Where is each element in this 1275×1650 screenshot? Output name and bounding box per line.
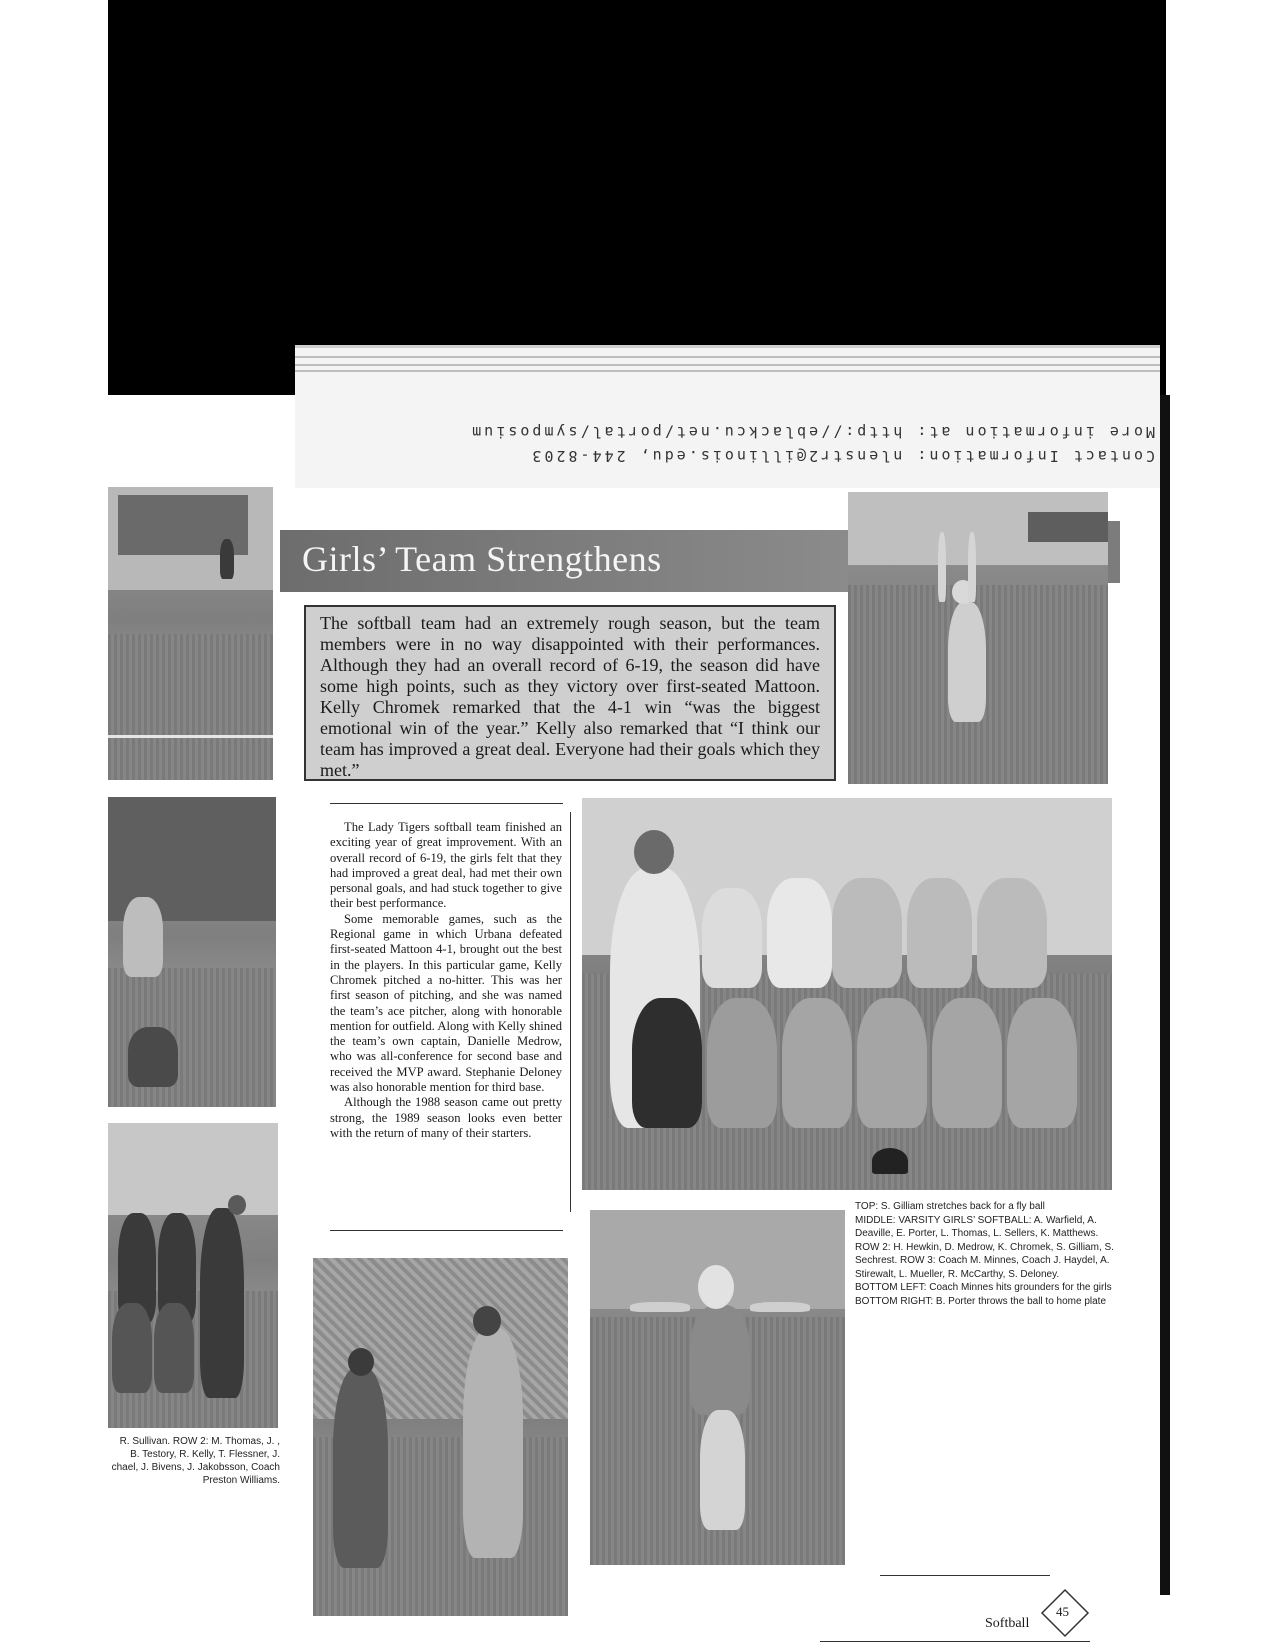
footer-section: Softball bbox=[985, 1616, 1030, 1631]
left-photo-boys-team bbox=[108, 1123, 278, 1428]
scan-background bbox=[108, 0, 1166, 395]
caption-top: TOP: S. Gilliam stretches back for a fly ball bbox=[855, 1201, 1045, 1212]
page-title-banner bbox=[280, 530, 850, 592]
scan-edge bbox=[1160, 395, 1170, 1595]
photo-captions bbox=[855, 1200, 1115, 1308]
contact-label bbox=[300, 420, 1155, 468]
article-body bbox=[330, 820, 562, 1141]
left-photo-field bbox=[108, 487, 273, 780]
footer-rule-top bbox=[880, 1575, 1050, 1576]
contact-info: Contact Information: nlenstr2@illinois.edu, 244-8203 bbox=[529, 447, 1155, 465]
caption-bottom-left: BOTTOM LEFT: Coach Minnes hits grounders for the girls bbox=[855, 1282, 1112, 1293]
footer-rule-bottom bbox=[820, 1641, 1090, 1642]
body-paragraph-3: Although the 1988 season came out pretty strong, the 1989 season looks even better with the return of many of their starters. bbox=[330, 1095, 562, 1140]
page-number: 45 bbox=[1056, 1604, 1069, 1619]
body-side-rule bbox=[570, 812, 571, 1212]
left-photo-runner bbox=[108, 797, 276, 1107]
body-bottom-rule bbox=[330, 1230, 563, 1231]
caption-middle: MIDDLE: VARSITY GIRLS’ SOFTBALL: A. Warfield, A. Deaville, E. Porter, L. Thomas, L. Sellers, K. Matthews. ROW 2: H. Hewkin, D. Medrow, K. Chromek, S. Gilliam, S. Sechrest. ROW 3: Coach M. Minnes, Coach J. Haydel, A. Stirewalt, L. Mueller, R. McCarthy, S. Deloney. bbox=[855, 1214, 1114, 1280]
left-photo-caption: R. Sullivan. ROW 2: M. Thomas, J. , B. Testory, R. Kelly, T. Flessner, J. chael, J. Bivens, J. Jakobsson, Coach Preston Williams. bbox=[111, 1436, 280, 1486]
photo-fly-ball bbox=[848, 492, 1108, 784]
photo-throw-home bbox=[590, 1210, 845, 1565]
caption-bottom-right: BOTTOM RIGHT: B. Porter throws the ball to home plate bbox=[855, 1295, 1107, 1307]
photo-coach-grounders bbox=[313, 1258, 568, 1616]
body-paragraph-2: Some memorable games, such as the Regional game in which Urbana defeated first-seated Mattoon 4-1, brought out the best in the players. In this particular game, Kelly Chromek pitched a no-hitter. This was her first season of pitching, and she was named the team’s ace pitcher, along with honorable mention for outfield. Along with Kelly shined the team’s own captain, Danielle Medrow, who was all-conference for second base and received the MVP award. Stephanie Deloney was also honorable mention for third base. bbox=[330, 911, 562, 1095]
more-info: More information at: http://eblackcu.net/portal/symposium bbox=[469, 423, 1155, 441]
intro-text: The softball team had an extremely rough season, but the team members were in no way disappointed with their performances. Although they had an overall record of 6-19, the season did have some high points, such as they victory over first-seated Mattoon. Kelly Chromek remarked that the 4-1 win “was the biggest emotional win of the year.” Kelly also remarked that “I think our team has improved a great deal. Everyone had their goals which they met.” bbox=[304, 605, 836, 781]
body-top-rule bbox=[330, 803, 563, 804]
body-paragraph-1: The Lady Tigers softball team finished an exciting year of great improvement. With an overall record of 6-19, the girls felt that they had improved a great deal, had met their own personal goals, and had stuck together to give their best performance. bbox=[330, 820, 562, 911]
page-title: Girls’ Team Strengthens bbox=[302, 539, 662, 579]
photo-varsity-team bbox=[582, 798, 1112, 1190]
